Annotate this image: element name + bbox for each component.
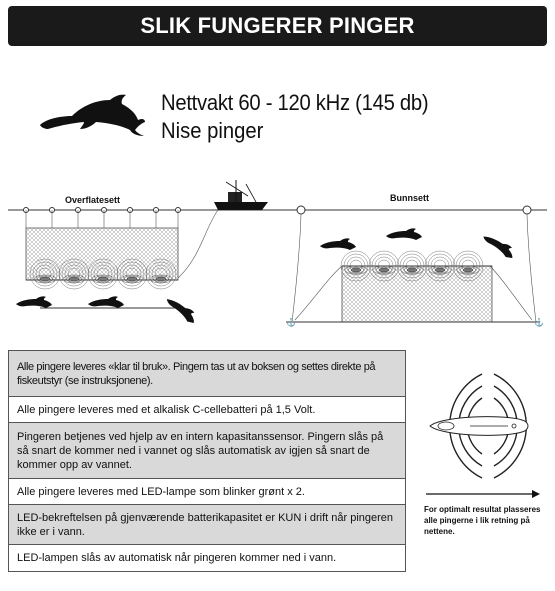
pinger-direction-diagram [412, 356, 552, 502]
bottom-set-label: Bunnsett [390, 193, 429, 203]
svg-text:⚓: ⚓ [534, 318, 544, 327]
bottom-net [286, 206, 544, 327]
page-title: SLIK FUNGERER PINGER [140, 13, 415, 38]
info-table [8, 350, 406, 572]
dolphin-icon [38, 92, 146, 137]
title-bar [8, 6, 547, 46]
info-row: LED-bekreftelsen på gjenværende batterikapasitet er KUN i drift når pingeren ikke er i vann. [9, 504, 405, 544]
svg-text:⚓: ⚓ [286, 318, 296, 327]
info-row: LED-lampen slås av automatisk når pingeren kommer ned i vann. [9, 544, 405, 572]
dolphin-icon [164, 293, 199, 325]
surface-net [24, 208, 219, 309]
placement-note: For optimalt resultat plasseres alle pingerne i lik retning på nettene. [424, 505, 541, 536]
heading-subtitle: Nise pinger [161, 118, 264, 143]
info-row: Alle pingere leveres «klar til bruk». Pingern tas ut av boksen og settes direkte på fiskeutstyr (se instruksjonene). [9, 350, 405, 396]
info-row: Alle pingere leveres med et alkalisk C-cellebatteri på 1,5 Volt. [9, 396, 405, 422]
net-diagram [0, 178, 555, 338]
info-row: Alle pingere leveres med LED-lampe som blinker grønt x 2. [9, 478, 405, 504]
dolphin-icon [88, 296, 124, 308]
boat-icon [214, 180, 268, 210]
info-row: Pingeren betjenes ved hjelp av en intern kapasitanssensor. Pingern slås på så snart de kommer ned i vannet og slås automatisk av igjen så snart de kommer opp av vannet. [9, 422, 405, 478]
dolphin-icon [320, 238, 356, 250]
pinger-icon [430, 417, 528, 436]
dolphin-icon [16, 296, 52, 308]
dolphin-icon [481, 230, 517, 260]
dolphin-icon [386, 228, 422, 240]
heading-frequency: Nettvakt 60 - 120 kHz (145 db) [161, 90, 429, 115]
surface-set-label: Overflatesett [65, 195, 121, 205]
